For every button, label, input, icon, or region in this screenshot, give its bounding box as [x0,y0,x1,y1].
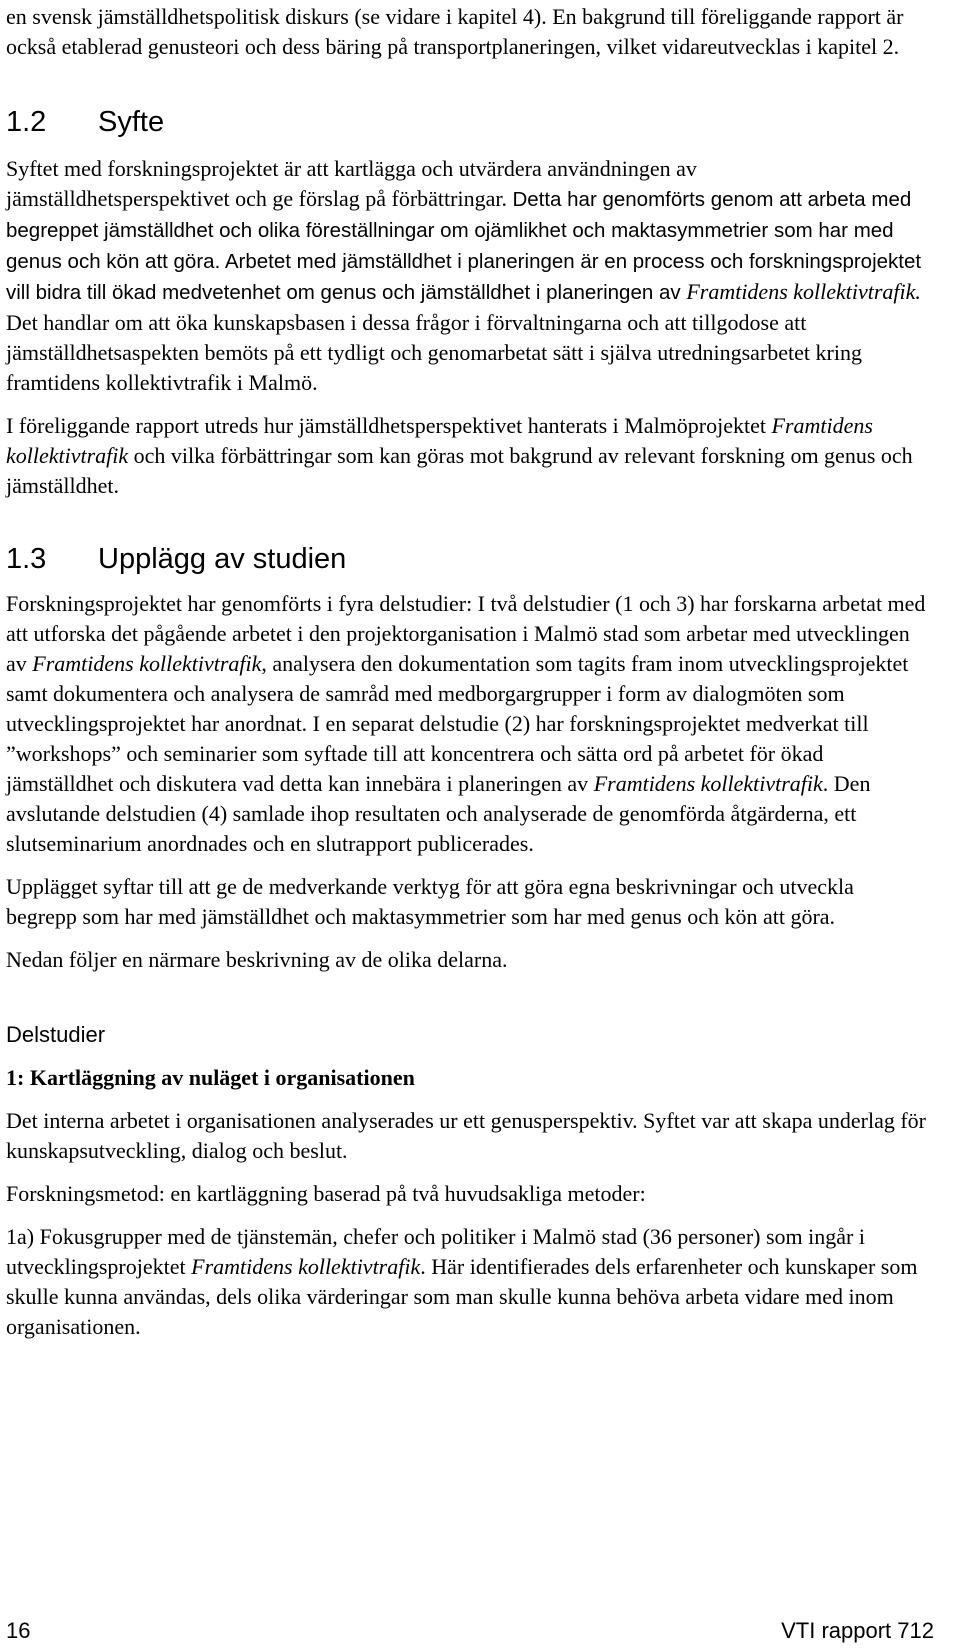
syfte-p2-italic-title: Framtidens kollektivtrafik [6,413,873,468]
syfte-p2-text-a: I föreliggande rapport utreds hur jämställdhetsperspektivet hanterats i Malmöprojektet [6,413,772,438]
upplagg-p1-italic-title-2: Framtidens kollektivtrafik [593,771,823,796]
syfte-p2-text-c: och vilka förbättringar som kan göras mot bakgrund av relevant forskning om genus och jämställdhet. [6,443,913,498]
delstudie-p3-text-c: . Här identifierades dels erfarenheter och kunskaper som skulle kunna användas, dels olika värderingar som man skulle kunna behöva arbeta vidare med inom organisationen. [6,1254,918,1339]
upplagg-p1-text-a: Forskningsprojektet har genomförts i fyra delstudier: I två delstudier (1 och 3) har forskarna arbetat med att utforska det pågående arbetet i den projektorganisation i Malmö stad som arbetar med utvecklingen av [6,591,926,676]
delstudie-paragraph-1: Det interna arbetet i organisationen analyserades ur ett genusperspektiv. Syftet var att skapa underlag för kunskapsutveckling, dialog och beslut. [6,1108,927,1163]
upplagg-paragraph-1 [6,589,926,859]
delstudie-1-title: 1: Kartläggning av nuläget i organisationen [6,1065,415,1090]
syfte-p1-italic-title: Framtidens kollektivtrafik. [686,279,921,304]
section-number: 1.3 [6,543,47,575]
syfte-p1-text-a: Syftet med forskningsprojektet är att kartlägga och utvärdera användningen av jämställdhetsperspektivet och ge förslag på förbättringar. [6,156,697,211]
delstudie-p3-text-a: 1a) Fokusgrupper med de tjänstemän, chefer och politiker i Malmö stad (36 personer) som ingår i utvecklingsprojektet [6,1224,865,1279]
syfte-p1-text-b: Detta har genomförts genom att arbeta med begreppet jämställdhet och olika föreställningar om ojämlikhet och maktasymmetrier som har med genus och kön att göra. [6,188,912,273]
intro-paragraph: en svensk jämställdhetspolitisk diskurs (se vidare i kapitel 4). En bakgrund till föreliggande rapport är också etablerad genusteori och dess bäring på transportplaneringen, vilket vidareutvecklas i kapitel 2. [6,4,904,59]
delstudie-p3-italic-title: Framtidens kollektivtrafik [191,1254,421,1279]
section-title: Syfte [98,106,165,138]
upplagg-p1-text-e: . Den avslutande delstudien (4) samlade ihop resultaten och analyserade de genomförda åtgärderna, ett slutseminarium anordnades och en slutrapport publicerades. [6,771,871,856]
syfte-paragraph-1 [6,154,926,398]
delstudie-paragraph-3 [6,1222,926,1342]
syfte-p1-text-c: Arbetet med jämställdhet i planeringen är en process och forskningsprojektet vill bidra till ökad medvetenhet om genus och jämställdhet i planeringen av [6,250,922,304]
delstudie-paragraph-2: Forskningsmetod: en kartläggning baserad på två huvudsakliga metoder: [6,1181,646,1206]
section-title: Upplägg av studien [98,543,347,575]
syfte-paragraph-2 [6,411,926,501]
upplagg-p1-text-c: , analysera den dokumentation som tagits fram inom utvecklingsprojektet samt dokumentera och analysera de samråd med medborgargrupper i form av dialogmöten som utvecklingsprojektet har anordnat. I en separat delstudie (2) har forskningsprojektet medverkat till ”workshops” och seminarier som syftade till att koncentrera och sätta ord på arbetet för ökad jämställdhet och diskutera vad detta kan innebära i planeringen av [6,651,909,796]
section-heading-upplagg [6,541,926,577]
upplagg-paragraph-3: Nedan följer en närmare beskrivning av de olika delarna. [6,947,508,972]
syfte-p1-text-e: Det handlar om att öka kunskapsbasen i dessa frågor i förvaltningarna och att tillgodose att jämställdhetsaspekten bemöts på ett tydligt och genomarbetat sätt i själva utredningsarbetet kring framtidens kollektivtrafik i Malmö. [6,310,862,395]
upplagg-p1-italic-title-1: Framtidens kollektivtrafik [32,651,262,676]
page-content [6,0,926,1355]
delstudier-heading: Delstudier [6,1022,106,1047]
section-number: 1.2 [6,106,47,138]
section-heading-syfte [6,104,926,140]
page-number: 16 [6,1618,31,1643]
report-name: VTI rapport 712 [781,1618,934,1643]
upplagg-paragraph-2: Upplägget syftar till att ge de medverkande verktyg för att göra egna beskrivningar och utveckla begrepp som har med jämställdhet och maktasymmetrier som har med genus och kön att göra. [6,874,854,929]
